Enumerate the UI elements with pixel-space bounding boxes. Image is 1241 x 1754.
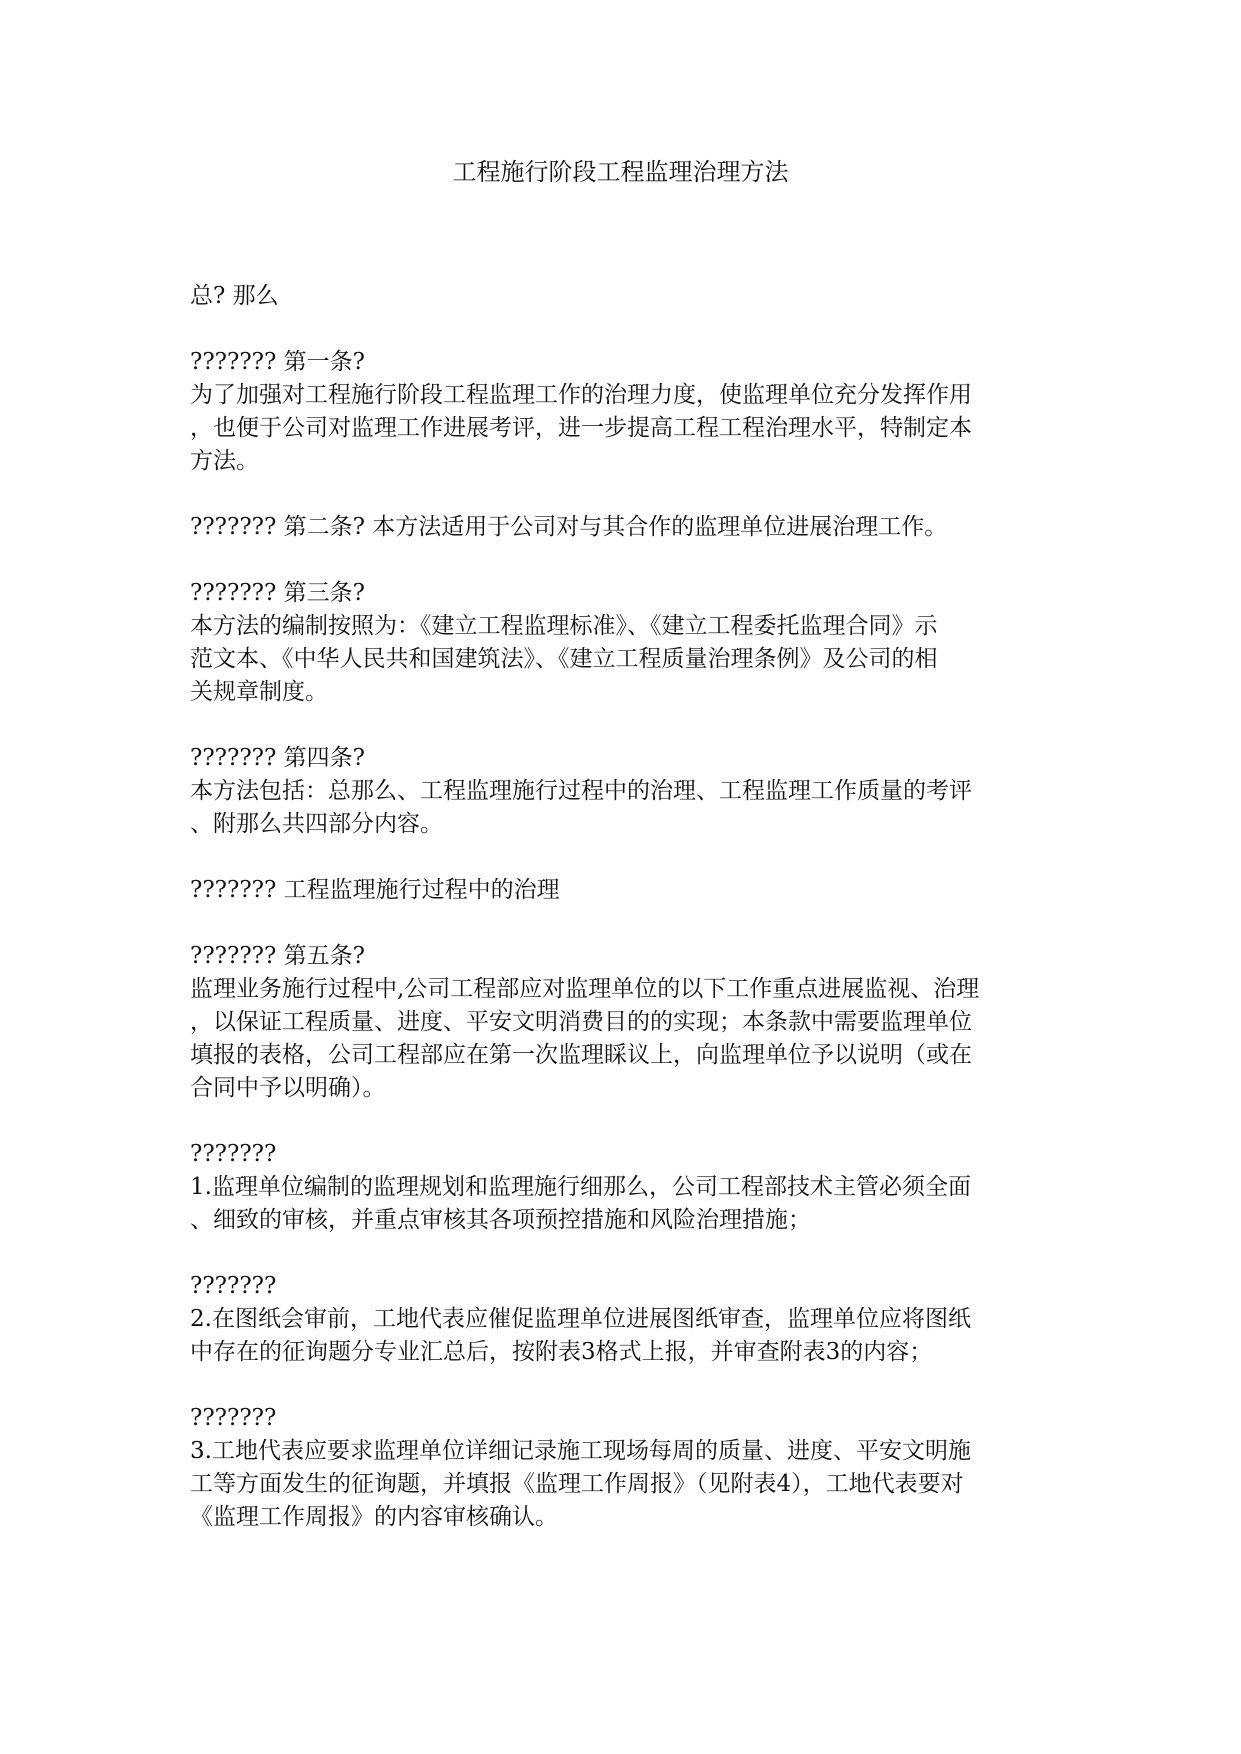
text-line: ??????? 工程监理施行过程中的治理 (190, 877, 560, 903)
paragraph (190, 511, 1050, 544)
text-line: 本方法的编制按照为：《建立工程监理标准》、《建立工程委托监理合同》示 (190, 613, 938, 639)
paragraph (190, 874, 1050, 907)
paragraph (190, 346, 1050, 478)
paragraph (190, 1402, 1050, 1534)
text-line: 《监理工作周报》的内容审核确认。 (190, 1504, 558, 1530)
text-line: ??????? 第二条? 本方法适用于公司对与其合作的监理单位进展治理工作。 (190, 514, 948, 540)
paragraph (190, 577, 1050, 709)
text-line: ，也便于公司对监理工作进展考评，进一步提高工程工程治理水平，特制定本 (190, 415, 972, 441)
paragraph (190, 940, 1050, 1105)
text-line: 合同中予以明确）。 (190, 1075, 386, 1101)
text-line: 填报的表格，公司工程部应在第一次监理睬议上，向监理单位予以说明（或在 (190, 1042, 972, 1068)
text-line: 方法。 (190, 448, 259, 474)
text-line: 工等方面发生的征询题，并填报《监理工作周报》（见附表4），工地代表要对 (190, 1471, 964, 1497)
text-line: ??????? 第五条? (190, 943, 365, 969)
text-line: 2.在图纸会审前，工地代表应催促监理单位进展图纸审查，监理单位应将图纸 (190, 1306, 971, 1332)
document-title: 工程施行阶段工程监理治理方法 (452, 158, 789, 186)
text-line: ??????? (190, 1405, 277, 1431)
paragraph (190, 742, 1050, 841)
paragraph (190, 1270, 1050, 1369)
text-line: ??????? (190, 1141, 277, 1167)
text-line: 关规章制度。 (190, 679, 328, 705)
text-line: ，以保证工程质量、进度、平安文明消费目的的实现；本条款中需要监理单位 (190, 1009, 972, 1035)
text-line: ??????? 第四条? (190, 745, 365, 771)
text-line: 中存在的征询题分专业汇总后，按附表3格式上报，并审查附表3的内容； (190, 1339, 933, 1365)
text-line: 本方法包括：总那么、工程监理施行过程中的治理、工程监理工作质量的考评 (190, 778, 972, 804)
paragraph (190, 280, 1050, 313)
text-line: 监理业务施行过程中,公司工程部应对监理单位的以下工作重点进展监视、治理 (190, 976, 980, 1002)
text-line: 3.工地代表应要求监理单位详细记录施工现场每周的质量、进度、平安文明施 (190, 1438, 971, 1464)
text-line: 、附那么共四部分内容。 (190, 811, 443, 837)
text-line: 为了加强对工程施行阶段工程监理工作的治理力度，使监理单位充分发挥作用 (190, 382, 972, 408)
text-line: 、细致的审核，并重点审核其各项预控措施和风险治理措施； (190, 1207, 811, 1233)
text-line: 范文本、《中华人民共和国建筑法》、《建立工程质量治理条例》及公司的相 (190, 646, 938, 672)
text-line: ??????? (190, 1273, 277, 1299)
document-body (190, 280, 1050, 1567)
paragraph (190, 1138, 1050, 1237)
text-line: ??????? 第一条? (190, 349, 365, 375)
text-line: 1.监理单位编制的监理规划和监理施行细那么，公司工程部技术主管必须全面 (190, 1174, 971, 1200)
text-line: 总? 那么 (190, 283, 279, 309)
text-line: ??????? 第三条? (190, 580, 365, 606)
